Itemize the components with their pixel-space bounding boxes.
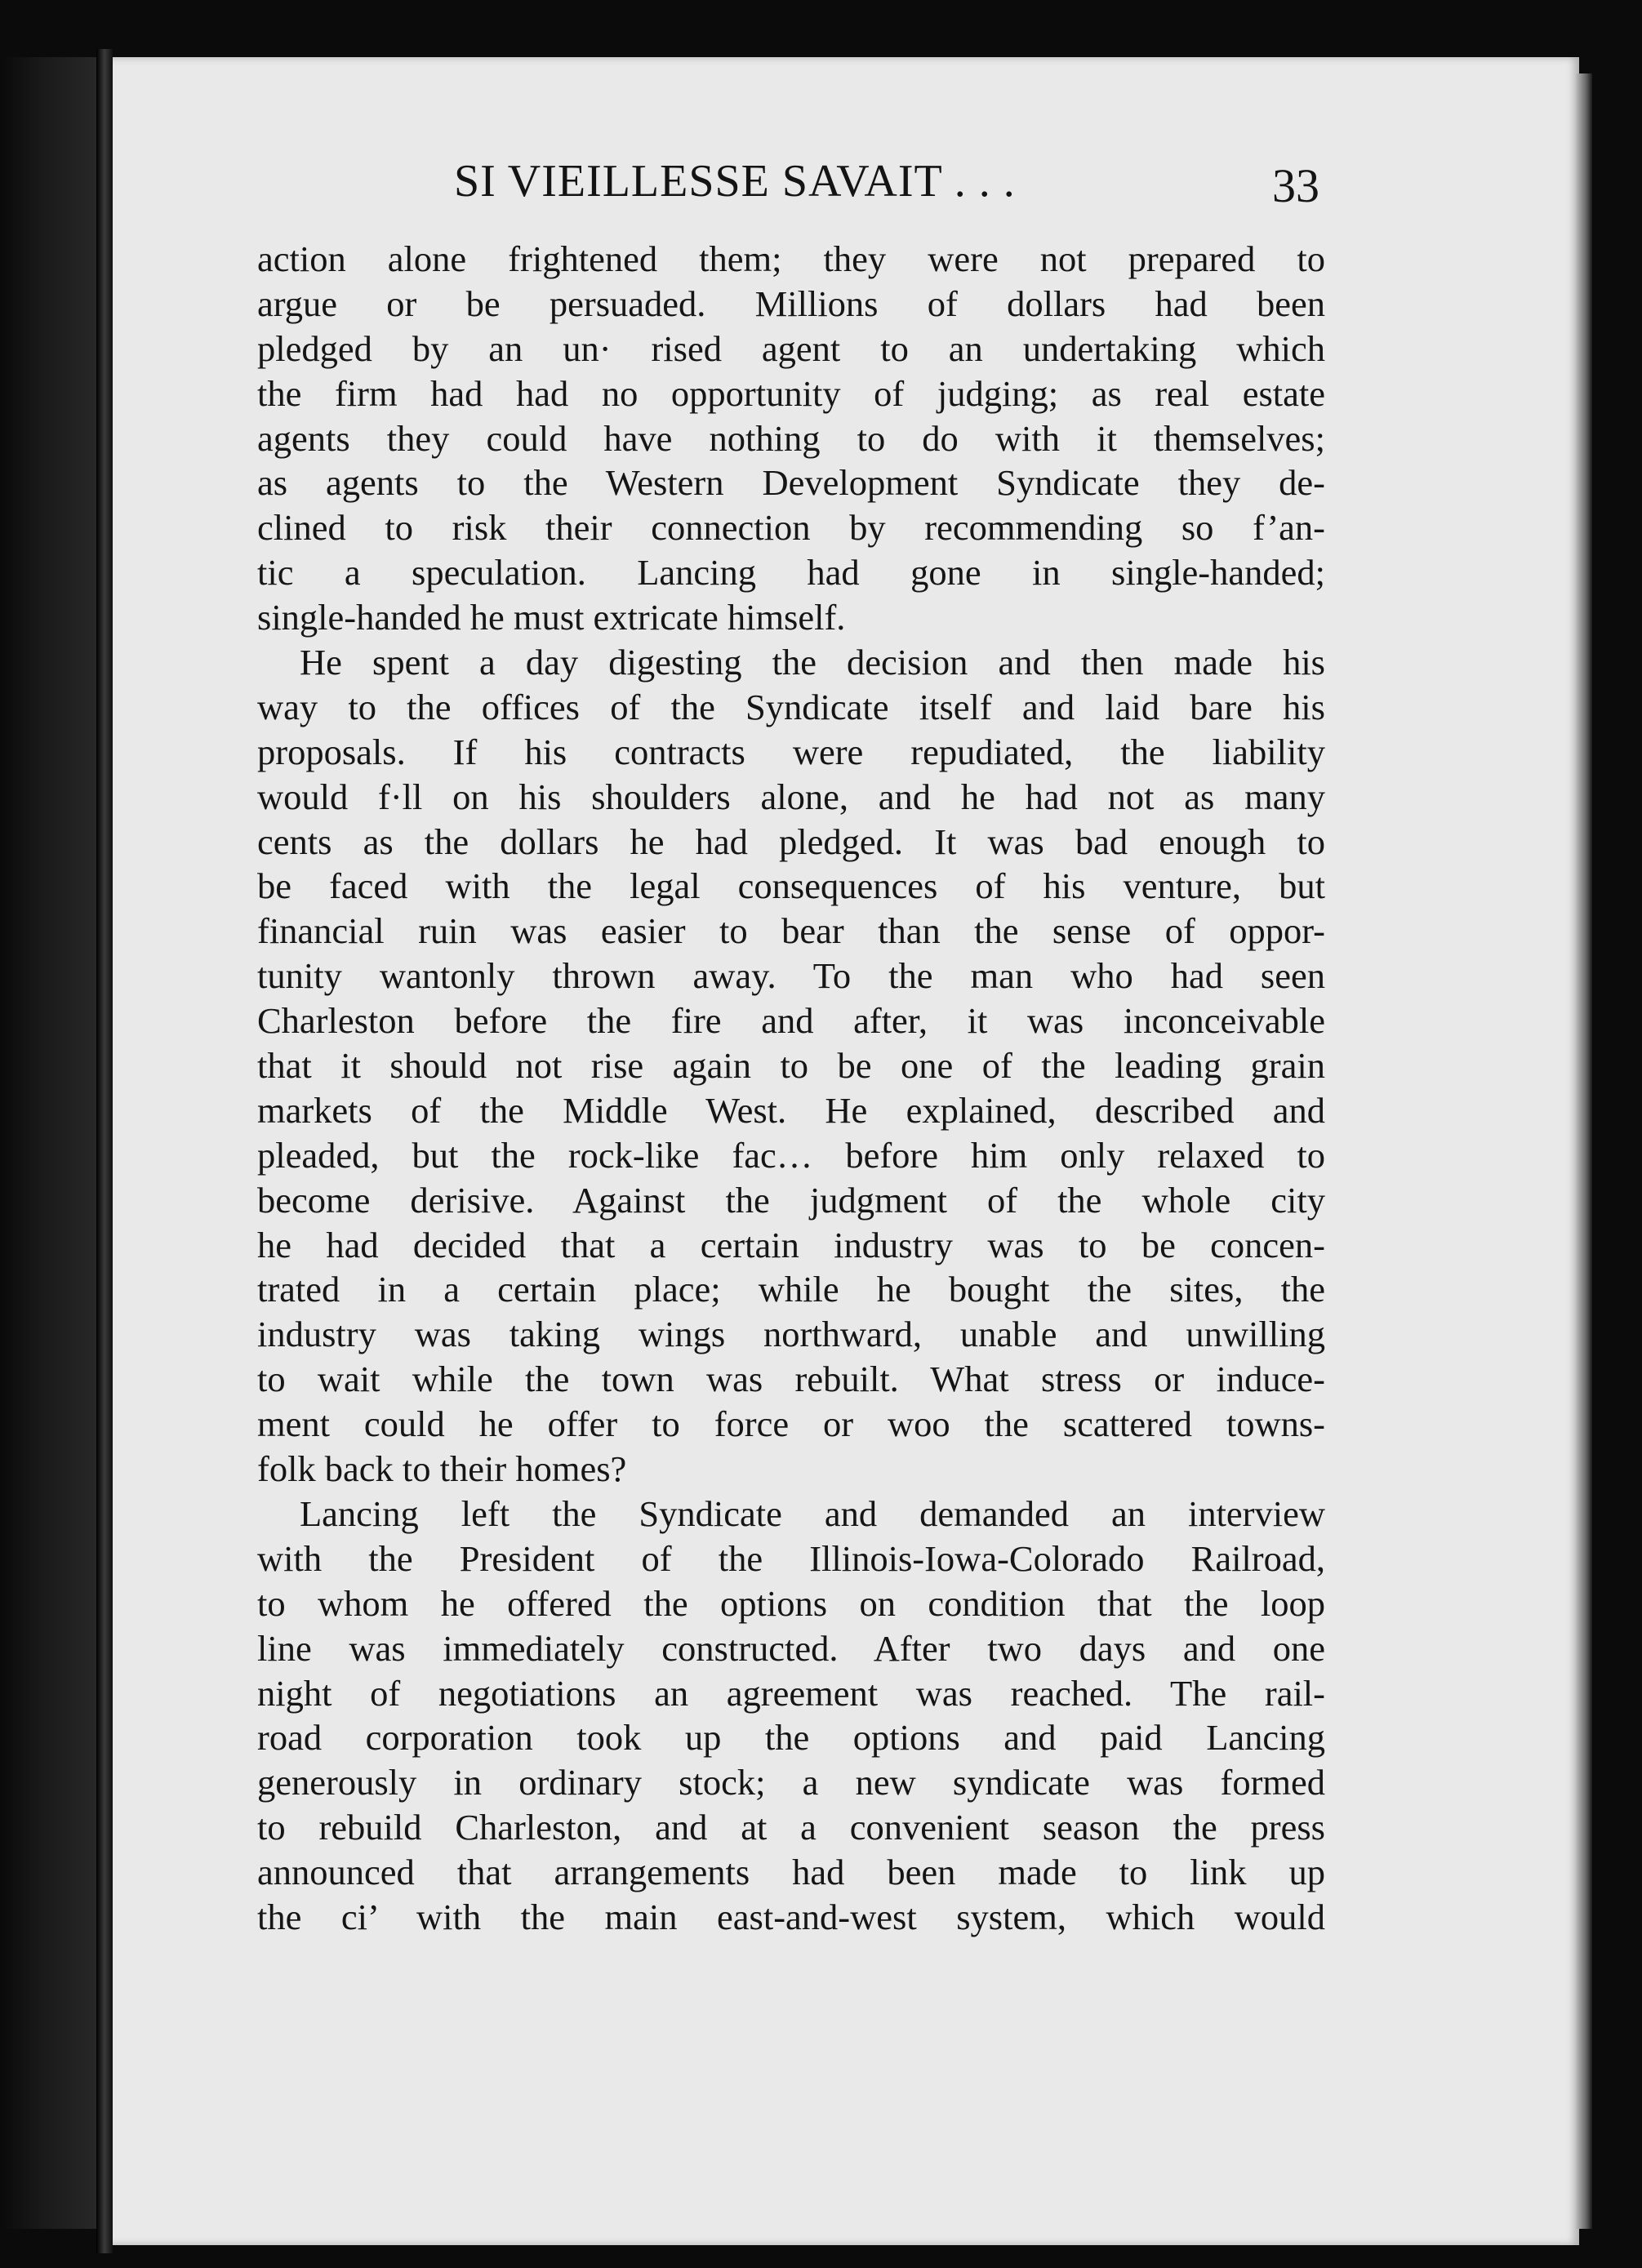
facing-page-edge [0,57,108,2229]
text-line: he had decided that a certain industry was to be concen- [257,1224,1325,1265]
text-line: would f·ll on his shoulders alone, and he had not as many [257,776,1325,817]
text-line: He spent a day digesting the decision and then made his [300,642,1325,683]
text-line: road corporation took up the options and paid Lancing [257,1717,1325,1759]
text-line: clined to risk their connection by recommending so f’an- [257,507,1325,549]
text-line: the firm had had no opportunity of judging; as real estate [257,372,1325,414]
text-line: tunity wantonly thrown away. To the man who had seen [257,955,1325,997]
text-line: action alone frightened them; they were not prepared to [257,238,1325,279]
text-line: Lancing left the Syndicate and demanded an interview [300,1492,1325,1534]
page-edge-shadow [1576,73,1592,2229]
text-line: night of negotiations an agreement was reached. The rail- [257,1672,1325,1714]
text-line: that it should not rise again to be one of the leading grain [257,1045,1325,1087]
text-line: pleaded, but the rock-like fac… before him only relaxed to [257,1134,1325,1176]
text-line: become derisive. Against the judgment of the whole city [257,1179,1325,1221]
book-gutter [96,49,113,2253]
text-line: agents they could have nothing to do with it themselves; [257,417,1325,459]
page-number: 33 [1272,159,1319,212]
text-line: way to the offices of the Syndicate itself and laid bare his [257,686,1325,727]
text-line: pledged by an un· rised agent to an undertaking which [257,327,1325,369]
text-line: be faced with the legal consequences of his venture, but [257,865,1325,907]
text-line: generously in ordinary stock; a new syndicate was formed [257,1762,1325,1803]
text-line: announced that arrangements had been made to link up [257,1852,1325,1893]
text-line: Charleston before the fire and after, it was inconceivable [257,1000,1325,1042]
text-line: argue or be persuaded. Millions of dollars had been [257,282,1325,324]
text-line: financial ruin was easier to bear than the sense of oppor- [257,910,1325,952]
text-line: tic a speculation. Lancing had gone in single-handed; [257,552,1325,594]
paragraph [257,640,1325,1492]
text-line: as agents to the Western Development Syndicate they de- [257,462,1325,504]
text-line: to whom he offered the options on condition that the loop [257,1582,1325,1624]
body-text [257,237,1325,1940]
text-line: to wait while the town was rebuilt. What stress or induce- [257,1359,1325,1400]
running-head [454,155,1319,229]
text-line: proposals. If his contracts were repudiated, the liability [257,731,1325,772]
text-line: markets of the Middle West. He explained, described and [257,1089,1325,1131]
paragraph [257,237,1325,640]
text-line: with the President of the Illinois-Iowa-Colorado Railroad, [257,1537,1325,1579]
text-line: folk back to their homes? [257,1448,627,1490]
text-line: to rebuild Charleston, and at a convenient season the press [257,1807,1325,1848]
text-line: ment could he offer to force or woo the scattered towns- [257,1403,1325,1445]
paragraph [257,1492,1325,1940]
text-line: industry was taking wings northward, unable and unwilling [257,1314,1325,1355]
text-line: line was immediately constructed. After two days and one [257,1627,1325,1669]
text-line: single-handed he must extricate himself. [257,597,846,638]
running-head-title: SI VIEILLESSE SAVAIT . . . [454,156,1016,207]
text-line: trated in a certain place; while he bought the sites, the [257,1269,1325,1310]
text-line: the ci’ with the main east-and-west system, which would [257,1896,1325,1937]
text-line: cents as the dollars he had pledged. It was bad enough to [257,820,1325,862]
